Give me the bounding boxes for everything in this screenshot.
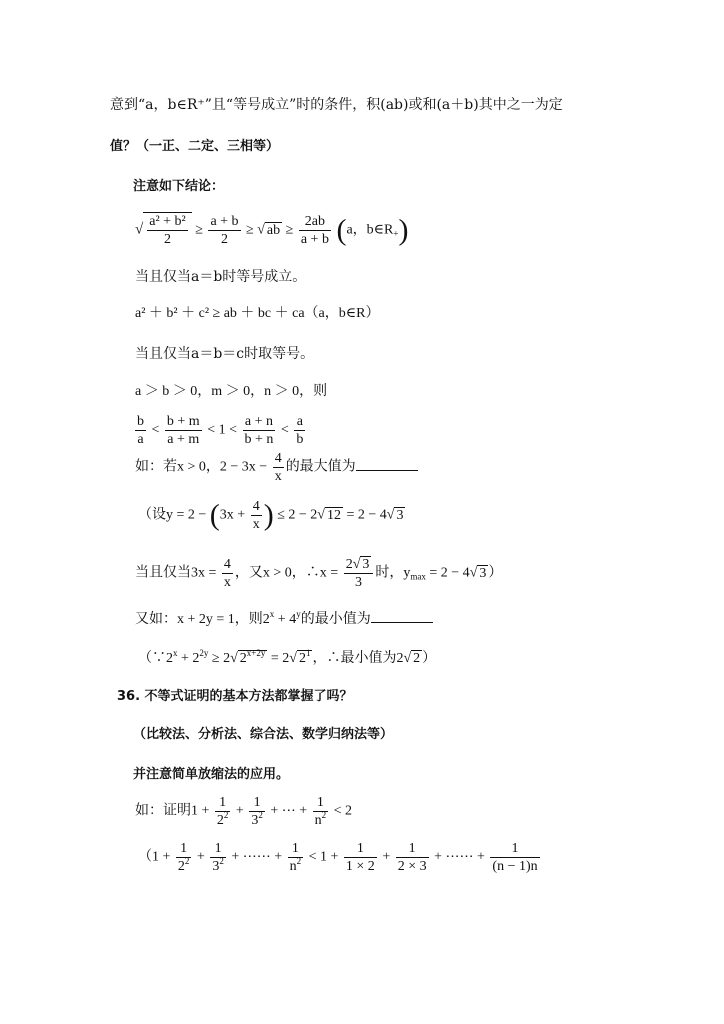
fraction-denominator: x [223,575,231,590]
fraction-numerator: 1 [249,794,265,812]
subscript: max [410,571,426,582]
exponent: x [173,648,178,658]
fraction-numerator: b [137,414,144,429]
text-segment: 如：若x > 0，2 − 3x − [135,459,268,475]
fraction-numerator: b + m [166,414,200,429]
radicand: 2 [298,651,306,666]
math-op: ≥ [195,222,203,238]
text-segment: 的最大值为 [285,459,356,475]
fraction-denominator: 1 × 2 [345,859,375,874]
answer-blank [371,610,433,623]
text-line-8: a ＞ b ＞ 0，m ＞ 0，n ＞ 0，则 [135,384,328,399]
text-line-16: 并注意简单放缩法的应用。 [133,767,290,782]
text-segment: （∵2 [138,651,173,666]
math-op: + ⋯⋯ + [231,849,283,865]
exponent: 2 [219,856,224,866]
radicand: 3 [362,557,370,572]
fraction-denominator: x [274,469,282,484]
exponent: 2y [199,648,209,658]
fraction-numerator: 1 [176,840,192,858]
subscript: + [393,228,399,239]
text-segment: ） [422,651,437,666]
fraction-numerator: 4 [274,451,282,466]
text-line-6: a² ＋ b² ＋ c² ≥ ab ＋ bc ＋ ca（a，b∈R） [135,306,380,321]
text-line-15: （比较法、分析法、综合法、数学归纳法等） [133,727,394,742]
text-segment: = 2 − 4 [346,507,387,523]
text-line-5: 当且仅当a＝b时等号成立。 [135,269,307,285]
text-segment: ） [488,565,503,581]
text-segment: 3x + [219,507,246,523]
exponent: 2 [321,810,327,820]
text-line-2: 值？（一正、二定、三相等） [110,139,280,154]
fraction-denominator: 2 [216,813,224,828]
fraction-denominator: (n − 1)n [492,859,538,874]
text-line-1: 意到“a，b∈R⁺”且“等号成立”时的条件，积(ab)或和(a＋b)其中之一为定 [110,97,563,113]
fraction-numerator: 1 [490,840,539,858]
fraction-numerator: 1 [210,840,226,858]
fraction-denominator: b [296,432,304,447]
fraction-denominator: 2 [163,232,171,247]
text-segment: 的最小值为 [300,612,371,627]
section-heading-36: 36. 不等式证明的基本方法都掌握了吗？ [117,689,353,704]
math-op: + ⋯⋯ + [434,849,485,865]
formula-equality-case: 当且仅当3x = $\frac{4}{x}$ ，又x > 0，∴x = $\frac{2√ 3}{3}$ 时，$y_{max} = 2 - 4√$ 3 ） [135,557,503,590]
math-op: < 1 + [308,849,339,865]
text-segment: （1 + [138,849,171,865]
fraction-denominator: n [289,859,297,874]
exponent: 1 [305,648,311,658]
exponent: y [296,609,301,619]
text-line-3: 注意如下结论： [133,179,225,194]
math-op: < 1 < [207,422,237,438]
fraction-denominator: a + m [167,432,200,447]
answer-blank [356,458,418,471]
fraction-numerator: a² + b² [149,214,186,229]
text-segment: 如：证明1 + [135,803,210,819]
formula-mean-inequality: √ $\frac{\text{a² + b²}}{2}$ ≥ $\frac{a + b}{2}$ ≥ √ ab ≥ $\frac{2ab}{a + b}$ (a，$b\in R_+$) [135,213,409,247]
text-segment: + 4 [274,612,297,627]
exponent: 2 [223,810,229,820]
radicand: 3 [479,565,487,581]
text-line-7: 当且仅当a＝b＝c时取等号。 [135,346,315,362]
fraction-denominator: 3 [212,859,220,874]
exponent: x+2y [246,648,266,658]
fraction-numerator: a + b [210,214,239,229]
math-op: < 2 [333,803,353,819]
exponent: 2 [184,856,190,866]
fraction-denominator: b + n [244,432,274,447]
fraction-numerator: 2ab [299,213,331,231]
text-segment: （设y = 2 − [138,507,207,523]
fraction-numerator: 4 [252,499,260,514]
radicand: 2 [239,651,247,666]
math-op: ≥ [285,222,294,238]
text-segment: 当且仅当3x = [135,565,217,581]
text-segment: = 2 [267,651,290,666]
text-segment: ，又x > 0，∴x = [234,565,339,581]
formula-example-max [135,450,418,485]
text-segment: ≥ 2 [208,651,231,666]
fraction-numerator: 4 [223,557,231,572]
fraction-numerator: a [294,413,305,431]
math-op: + ⋯ + [270,803,308,819]
text-segment: 时，y [375,565,411,581]
radicand: 2 [413,651,421,666]
fraction-denominator: 3 [251,813,259,828]
text-segment: = 2 − 4 [429,565,470,581]
fraction-denominator: 2 × 3 [397,859,427,874]
fraction-numerator: 1 [396,840,429,858]
fraction-denominator: x [252,517,260,532]
fraction-numerator: a + n [243,413,276,431]
text-segment: 又如：x + 2y = 1，则2 [135,612,270,627]
fraction-denominator: 2 [177,859,185,874]
exponent: 2 [258,810,263,820]
radicand: ab [266,222,281,238]
exponent: x [269,609,275,619]
fraction-denominator: a + b [300,232,329,247]
fraction-numerator: 1 [288,840,304,858]
fraction-numerator: 1 [313,794,329,812]
fraction-denominator: 3 [355,575,363,590]
fraction-numerator: 1 [215,794,231,812]
text-segment: ，∴最小值为2 [312,651,404,666]
fraction-numerator: 2 [345,557,353,572]
fraction-numerator: 1 [344,840,377,858]
radical-sign: √ [135,221,144,238]
formula-prove-sum [135,794,352,829]
text-segment: + 2 [177,651,200,666]
fraction-denominator: a [137,432,144,447]
formula-min-solution: （$\because 2^x + 2^{2y} \ge 2√$ $2^{x+2y} = 2√$ $2^1$ ，∴最小值为2√ 2 ） [138,648,437,666]
fraction-denominator: n [314,813,322,828]
formula-solution: （设y = 2 − (3x + $\frac{4}{x}$ ) ≤ 2 − 2√ 12 = 2 − 4√ 3 [138,498,404,532]
formula-fraction-chain: $\frac{b}{a}$ < $\frac{b + m}{a + m}$ < 1 < $\frac{a + n}{b + n}$ < $\frac{a}{b}$ [137,414,304,447]
formula-scaling-proof: （1 + $\frac{1}{2^2}$ + $\frac{1}{3^2}$ + ⋯⋯ + $\frac{1}{n^2}$ < 1 + $\frac{1}{1 \times 2}$ + $\frac{1}{2 \times 3}$ + ⋯⋯ + $\frac{1}{(n - 1)n}$ [138,841,538,874]
math-op: + [235,803,244,819]
math-op: ≥ [246,222,254,238]
radicand: 12 [326,507,341,523]
formula-example-min [135,610,433,629]
radicand: 3 [396,507,404,523]
condition-text: a，b∈R [346,222,394,238]
fraction-denominator: 2 [220,232,228,247]
exponent: 2 [296,856,302,866]
text-segment: ≤ 2 − 2 [277,507,318,523]
